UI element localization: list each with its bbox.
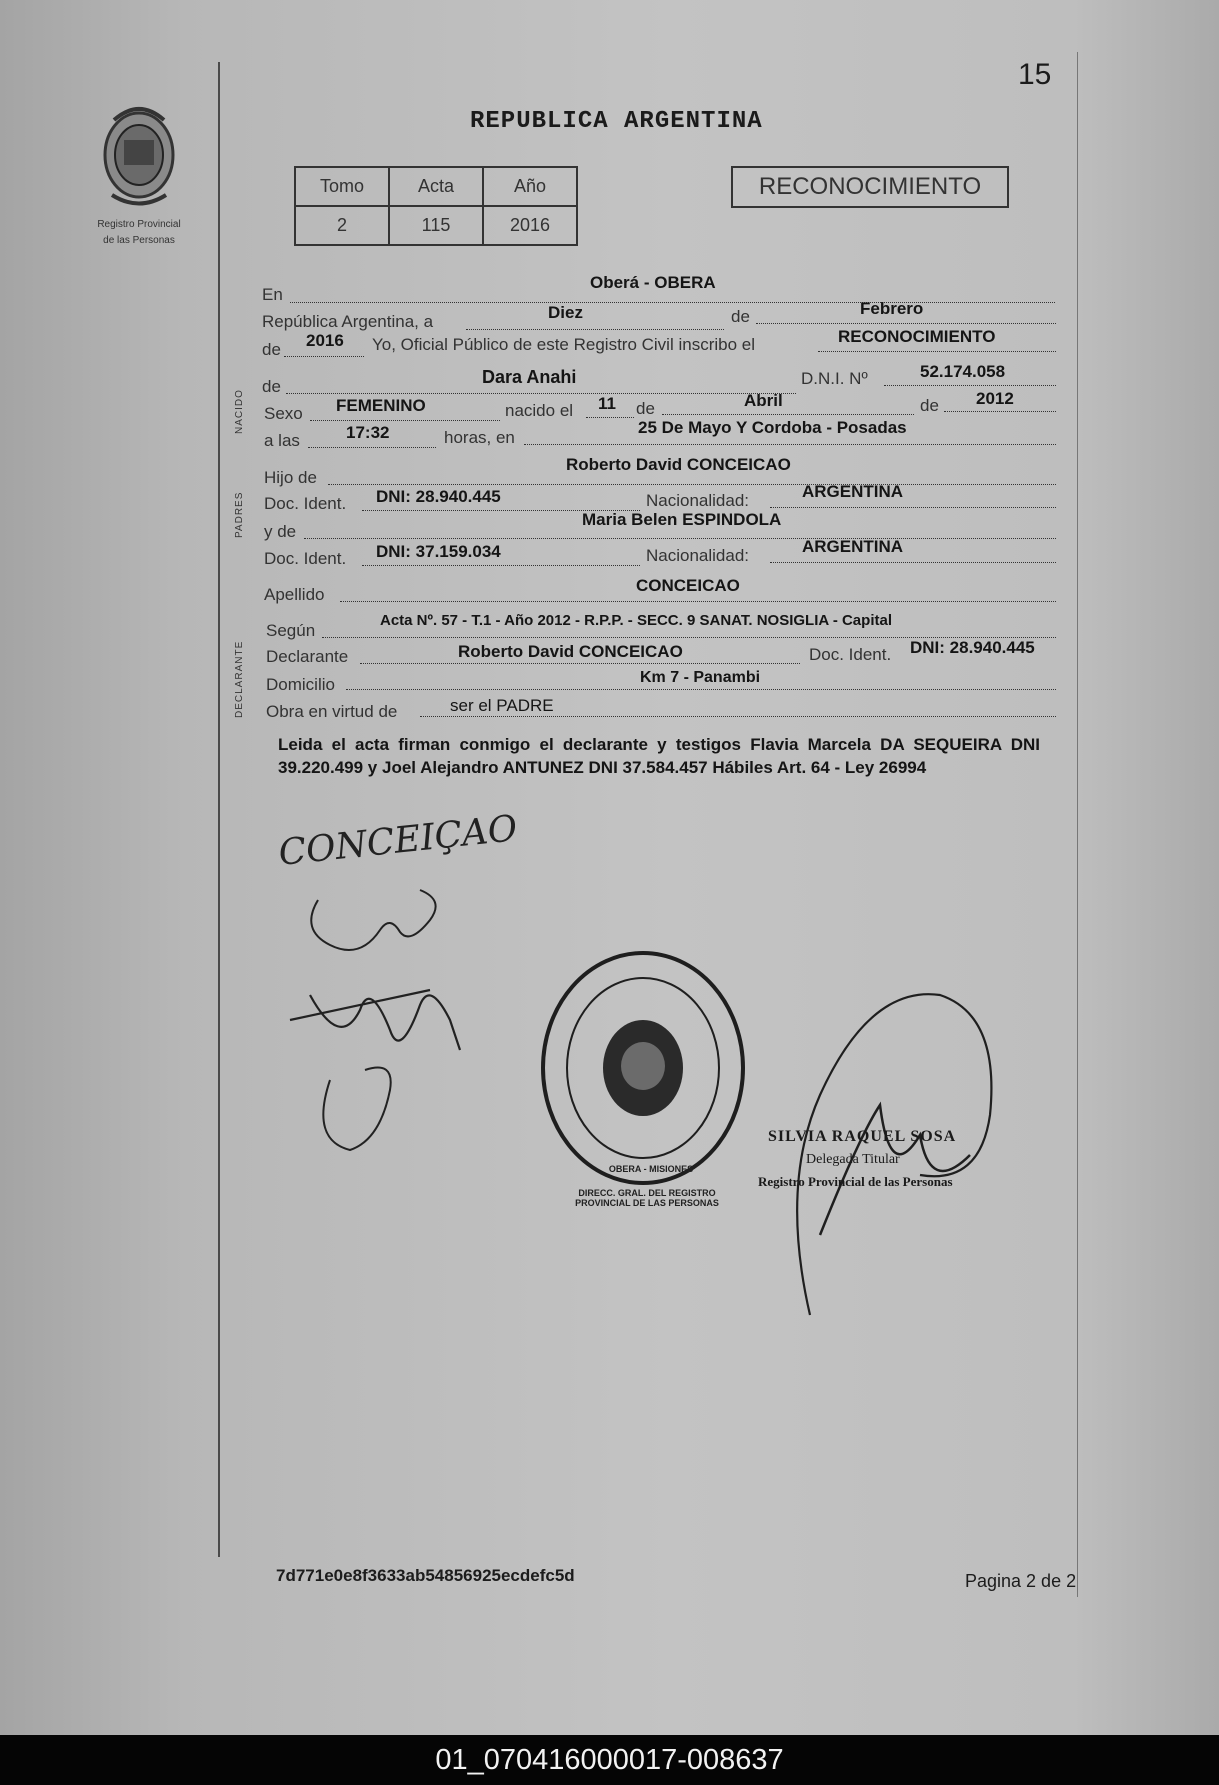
official-seal — [538, 948, 748, 1188]
label-doc-ident-2: Doc. Ident. — [264, 549, 347, 568]
dotted-line — [586, 417, 634, 418]
document-hash: 7d771e0e8f3633ab54856925ecdefc5d — [276, 1566, 575, 1585]
scan-id-bar — [0, 1735, 1219, 1785]
label-de-anio-nac: de — [920, 396, 939, 415]
document-type-box: RECONOCIMIENTO — [731, 166, 1009, 208]
value-madre-nac: ARGENTINA — [802, 537, 904, 556]
logo-caption-1: Registro Provincial — [97, 219, 181, 230]
value-padre-nac: ARGENTINA — [802, 482, 904, 501]
dotted-line — [818, 351, 1056, 352]
value-mes: Febrero — [860, 299, 924, 318]
value-nac-anio: 2012 — [976, 389, 1014, 408]
label-nacionalidad-2: Nacionalidad: — [646, 546, 750, 565]
label-doc-ident-declarante: Doc. Ident. — [809, 645, 892, 664]
side-label-declarante: DECLARANTE — [234, 640, 245, 718]
value-nombre: Dara Anahi — [482, 367, 577, 387]
label-sexo: Sexo — [264, 404, 303, 423]
value-lugar: Oberá - OBERA — [590, 273, 716, 292]
value-madre-doc: DNI: 37.159.034 — [376, 542, 501, 561]
closing-paragraph: Leida el acta firman conmigo el declarante y testigos Flavia Marcela DA SEQUEIRA DNI 39.220.499 y Joel Alejandro ANTUNEZ DNI 37.584.457 Hábiles Art. 64 - Ley 26994 — [278, 735, 1040, 777]
label-obra: Obra en virtud de — [266, 702, 398, 721]
dotted-line — [346, 689, 1056, 690]
dotted-line — [770, 562, 1056, 563]
page-indicator: Pagina 2 de 2 — [965, 1571, 1077, 1591]
value-nac-mes: Abril — [744, 391, 783, 410]
registry-logo — [88, 100, 190, 250]
label-apellido: Apellido — [264, 585, 325, 604]
label-y-de: y de — [264, 522, 297, 541]
label-en: En — [262, 285, 283, 304]
value-dia: Diez — [548, 303, 583, 322]
side-label-nacido: NACIDO — [234, 389, 245, 434]
coat-of-arms-icon — [94, 100, 184, 210]
value-nac-dia: 11 — [598, 394, 616, 413]
dotted-line — [420, 716, 1056, 717]
dotted-line — [286, 393, 796, 394]
dotted-line — [944, 411, 1056, 412]
label-de-anio: de — [262, 340, 281, 359]
label-de-nombre: de — [262, 377, 281, 396]
dotted-line — [328, 484, 1056, 485]
table-cell: 2 — [295, 206, 389, 245]
value-sexo: FEMENINO — [336, 396, 426, 415]
label-doc-ident-1: Doc. Ident. — [264, 494, 347, 513]
value-madre: Maria Belen ESPINDOLA — [582, 510, 782, 529]
value-declarante: Roberto David CONCEICAO — [458, 642, 683, 661]
seal-inner-text: OBERA - MISIONES — [608, 1164, 694, 1174]
label-horas-en: horas, en — [444, 428, 515, 447]
dotted-line — [884, 385, 1056, 386]
label-domicilio: Domicilio — [266, 675, 335, 694]
label-yo: Yo, Oficial Público de este Registro Civil inscribo el — [372, 335, 755, 354]
value-padre: Roberto David CONCEICAO — [566, 455, 791, 474]
table-cell: 115 — [389, 206, 483, 245]
dotted-line — [362, 565, 640, 566]
dotted-line — [360, 663, 800, 664]
official-office: Registro Provincial de las Personas — [758, 1174, 953, 1189]
value-dni: 52.174.058 — [920, 362, 1006, 381]
label-nacionalidad-1: Nacionalidad: — [646, 491, 750, 510]
left-margin-line — [218, 62, 220, 1557]
table-header: Acta — [389, 167, 483, 206]
value-lugar-nac: 25 De Mayo Y Cordoba - Posadas — [638, 418, 907, 437]
value-hora: 17:32 — [346, 423, 390, 442]
value-apellido: CONCEICAO — [636, 576, 740, 595]
value-segun: Acta Nº. 57 - T.1 - Año 2012 - R.P.P. - SECC. 9 SANAT. NOSIGLIA - Capital — [380, 612, 892, 629]
value-acto: RECONOCIMIENTO — [838, 327, 996, 346]
page-number: 15 — [1018, 58, 1052, 91]
value-obra: ser el PADRE — [450, 696, 554, 715]
dotted-line — [310, 420, 500, 421]
label-hijo-de: Hijo de — [264, 468, 317, 487]
dotted-line — [284, 356, 364, 357]
dotted-line — [466, 329, 724, 330]
dotted-line — [304, 538, 1056, 539]
tomo-acta-table — [294, 166, 578, 246]
label-a-las: a las — [264, 431, 300, 450]
seal-ring-text: DIRECC. GRAL. DEL REGISTRO PROVINCIAL DE LAS PERSONAS — [575, 1188, 719, 1208]
logo-caption-2: de las Personas — [103, 235, 175, 246]
svg-text:CONCEIÇAO: CONCEIÇAO — [276, 808, 520, 874]
handwritten-signatures — [270, 808, 520, 1160]
label-de-mes: de — [636, 399, 655, 418]
dotted-line — [524, 444, 1056, 445]
value-padre-doc: DNI: 28.940.445 — [376, 487, 501, 506]
label-declarante: Declarante — [266, 647, 349, 666]
value-domicilio: Km 7 - Panambi — [640, 669, 761, 686]
official-title: Delegada Titular — [806, 1152, 900, 1167]
label-segun: Según — [266, 621, 316, 640]
right-margin-line — [1077, 52, 1078, 1597]
label-de: de — [731, 307, 750, 326]
dotted-line — [290, 302, 1055, 303]
value-declarante-doc: DNI: 28.940.445 — [910, 638, 1035, 657]
official-name: SILVIA RAQUEL SOSA — [768, 1128, 957, 1145]
side-label-padres: PADRES — [234, 491, 245, 538]
table-header: Tomo — [295, 167, 389, 206]
label-nacido-el: nacido el — [505, 401, 574, 420]
country-title: REPUBLICA ARGENTINA — [470, 108, 763, 135]
dotted-line — [756, 323, 1056, 324]
table-cell: 2016 — [483, 206, 577, 245]
dotted-line — [662, 414, 914, 415]
scan-id: 01_070416000017-008637 — [435, 1744, 784, 1776]
label-dni: D.N.I. Nº — [801, 369, 868, 388]
value-anio: 2016 — [306, 331, 344, 350]
label-republica: República Argentina, a — [262, 312, 434, 331]
dotted-line — [340, 601, 1056, 602]
table-header: Año — [483, 167, 577, 206]
dotted-line — [770, 507, 1056, 508]
dotted-line — [308, 447, 436, 448]
